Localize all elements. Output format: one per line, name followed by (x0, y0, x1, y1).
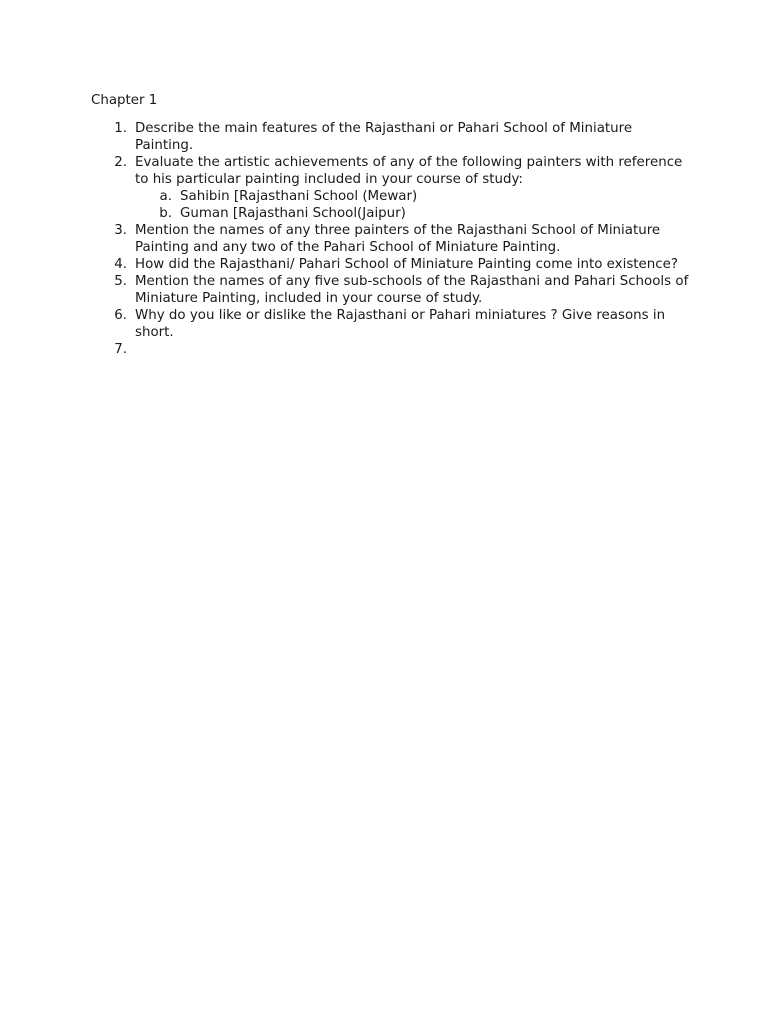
question-list (91, 120, 691, 358)
sub-question-letter: b. (159, 206, 172, 221)
question-text: Mention the names of any three painters of the Rajasthani School of Miniature Painting and any two of the Pahari School of Miniature Painting. (135, 223, 661, 255)
question-item (91, 341, 691, 358)
sub-question-list (135, 188, 691, 222)
question-number: 6. (114, 308, 127, 323)
question-item (91, 273, 691, 307)
question-text: How did the Rajasthani/ Pahari School of Miniature Painting come into existence? (135, 257, 678, 272)
question-item (91, 222, 691, 256)
question-number: 4. (114, 257, 127, 272)
question-number: 3. (114, 223, 127, 238)
question-text: Describe the main features of the Rajasthani or Pahari School of Miniature Painting. (135, 121, 633, 153)
question-number: 2. (114, 155, 127, 170)
sub-question-item (135, 205, 691, 222)
question-text: Mention the names of any five sub-schools of the Rajasthani and Pahari Schools of Miniature Painting, included in your course of study. (135, 274, 689, 306)
question-item (91, 154, 691, 222)
question-item (91, 120, 691, 154)
question-text (135, 341, 691, 358)
chapter-heading: Chapter 1 (91, 93, 158, 108)
question-text: Why do you like or dislike the Rajasthani or Pahari miniatures ? Give reasons in short. (135, 308, 666, 340)
sub-question-text: Sahibin [Rajasthani School (Mewar) (180, 189, 418, 204)
question-number: 1. (114, 121, 127, 136)
sub-question-letter: a. (159, 189, 172, 204)
sub-question-text: Guman [Rajasthani School(Jaipur) (180, 206, 406, 221)
sub-question-item (135, 188, 691, 205)
question-item (91, 256, 691, 273)
question-number: 7. (114, 342, 127, 357)
question-number: 5. (114, 274, 127, 289)
question-text: Evaluate the artistic achievements of any of the following painters with reference to his particular painting included in your course of study: (135, 155, 683, 187)
question-item (91, 307, 691, 341)
